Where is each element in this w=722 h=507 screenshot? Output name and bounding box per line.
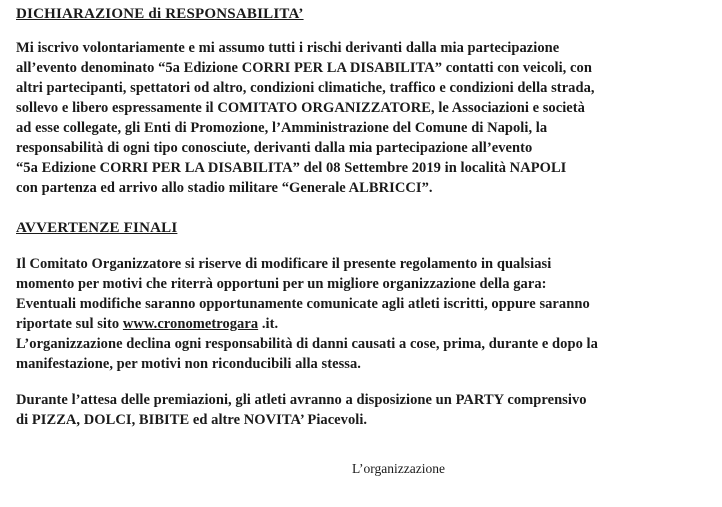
heading-dichiarazione: DICHIARAZIONE di RESPONSABILITA’ [16,6,304,22]
paragraph-line: altri partecipanti, spettatori od altro, condizioni climatiche, traffico e condizioni della strada, [16,80,595,96]
paragraph-line: Mi iscrivo volontariamente e mi assumo tutti i rischi derivanti dalla mia partecipazione [16,40,560,56]
website-link[interactable]: www.cronometrogara [122,316,259,332]
site-prefix: riportate sul sito [16,316,123,332]
paragraph-line: “5a Edizione CORRI PER LA DISABILITA” del 08 Settembre 2019 in località NAPOLI [16,160,567,176]
party-line: Durante l’attesa delle premiazioni, gli atleti avranno a disposizione un PARTY comprensivo [16,392,587,408]
paragraph-line: all’evento denominato “5a Edizione CORRI PER LA DISABILITA” contatti con veicoli, con [16,60,592,76]
signature-organizzazione: L’organizzazione [352,461,445,476]
paragraph-line: L’organizzazione declina ogni responsabilità di danni causati a cose, prima, durante e dopo la [16,336,598,352]
heading-avvertenze: AVVERTENZE FINALI [16,220,178,236]
paragraph-line: sollevo e libero espressamente il COMITATO ORGANIZZATORE, le Associazioni e società [16,100,585,116]
party-line: di PIZZA, DOLCI, BIBITE ed altre NOVITA’ Piacevoli. [16,412,368,428]
site-suffix: .it. [258,316,279,332]
paragraph-line: ad esse collegate, gli Enti di Promozione, l’Amministrazione del Comune di Napoli, la [16,120,548,136]
paragraph-line: momento per motivi che riterrà opportuni per un migliore organizzazione della gara: [16,276,547,292]
paragraph-line: responsabilità di ogni tipo conosciute, derivanti dalla mia partecipazione all’evento [16,140,533,156]
paragraph-line-site [16,316,278,333]
paragraph-line: Il Comitato Organizzatore si riserve di modificare il presente regolamento in qualsiasi [16,256,552,272]
paragraph-line: Eventuali modifiche saranno opportunamente comunicate agli atleti iscritti, oppure saranno [16,296,590,312]
paragraph-line: manifestazione, per motivi non riconducibili alla stessa. [16,356,361,372]
paragraph-line: con partenza ed arrivo allo stadio militare “Generale ALBRICCI”. [16,180,433,196]
